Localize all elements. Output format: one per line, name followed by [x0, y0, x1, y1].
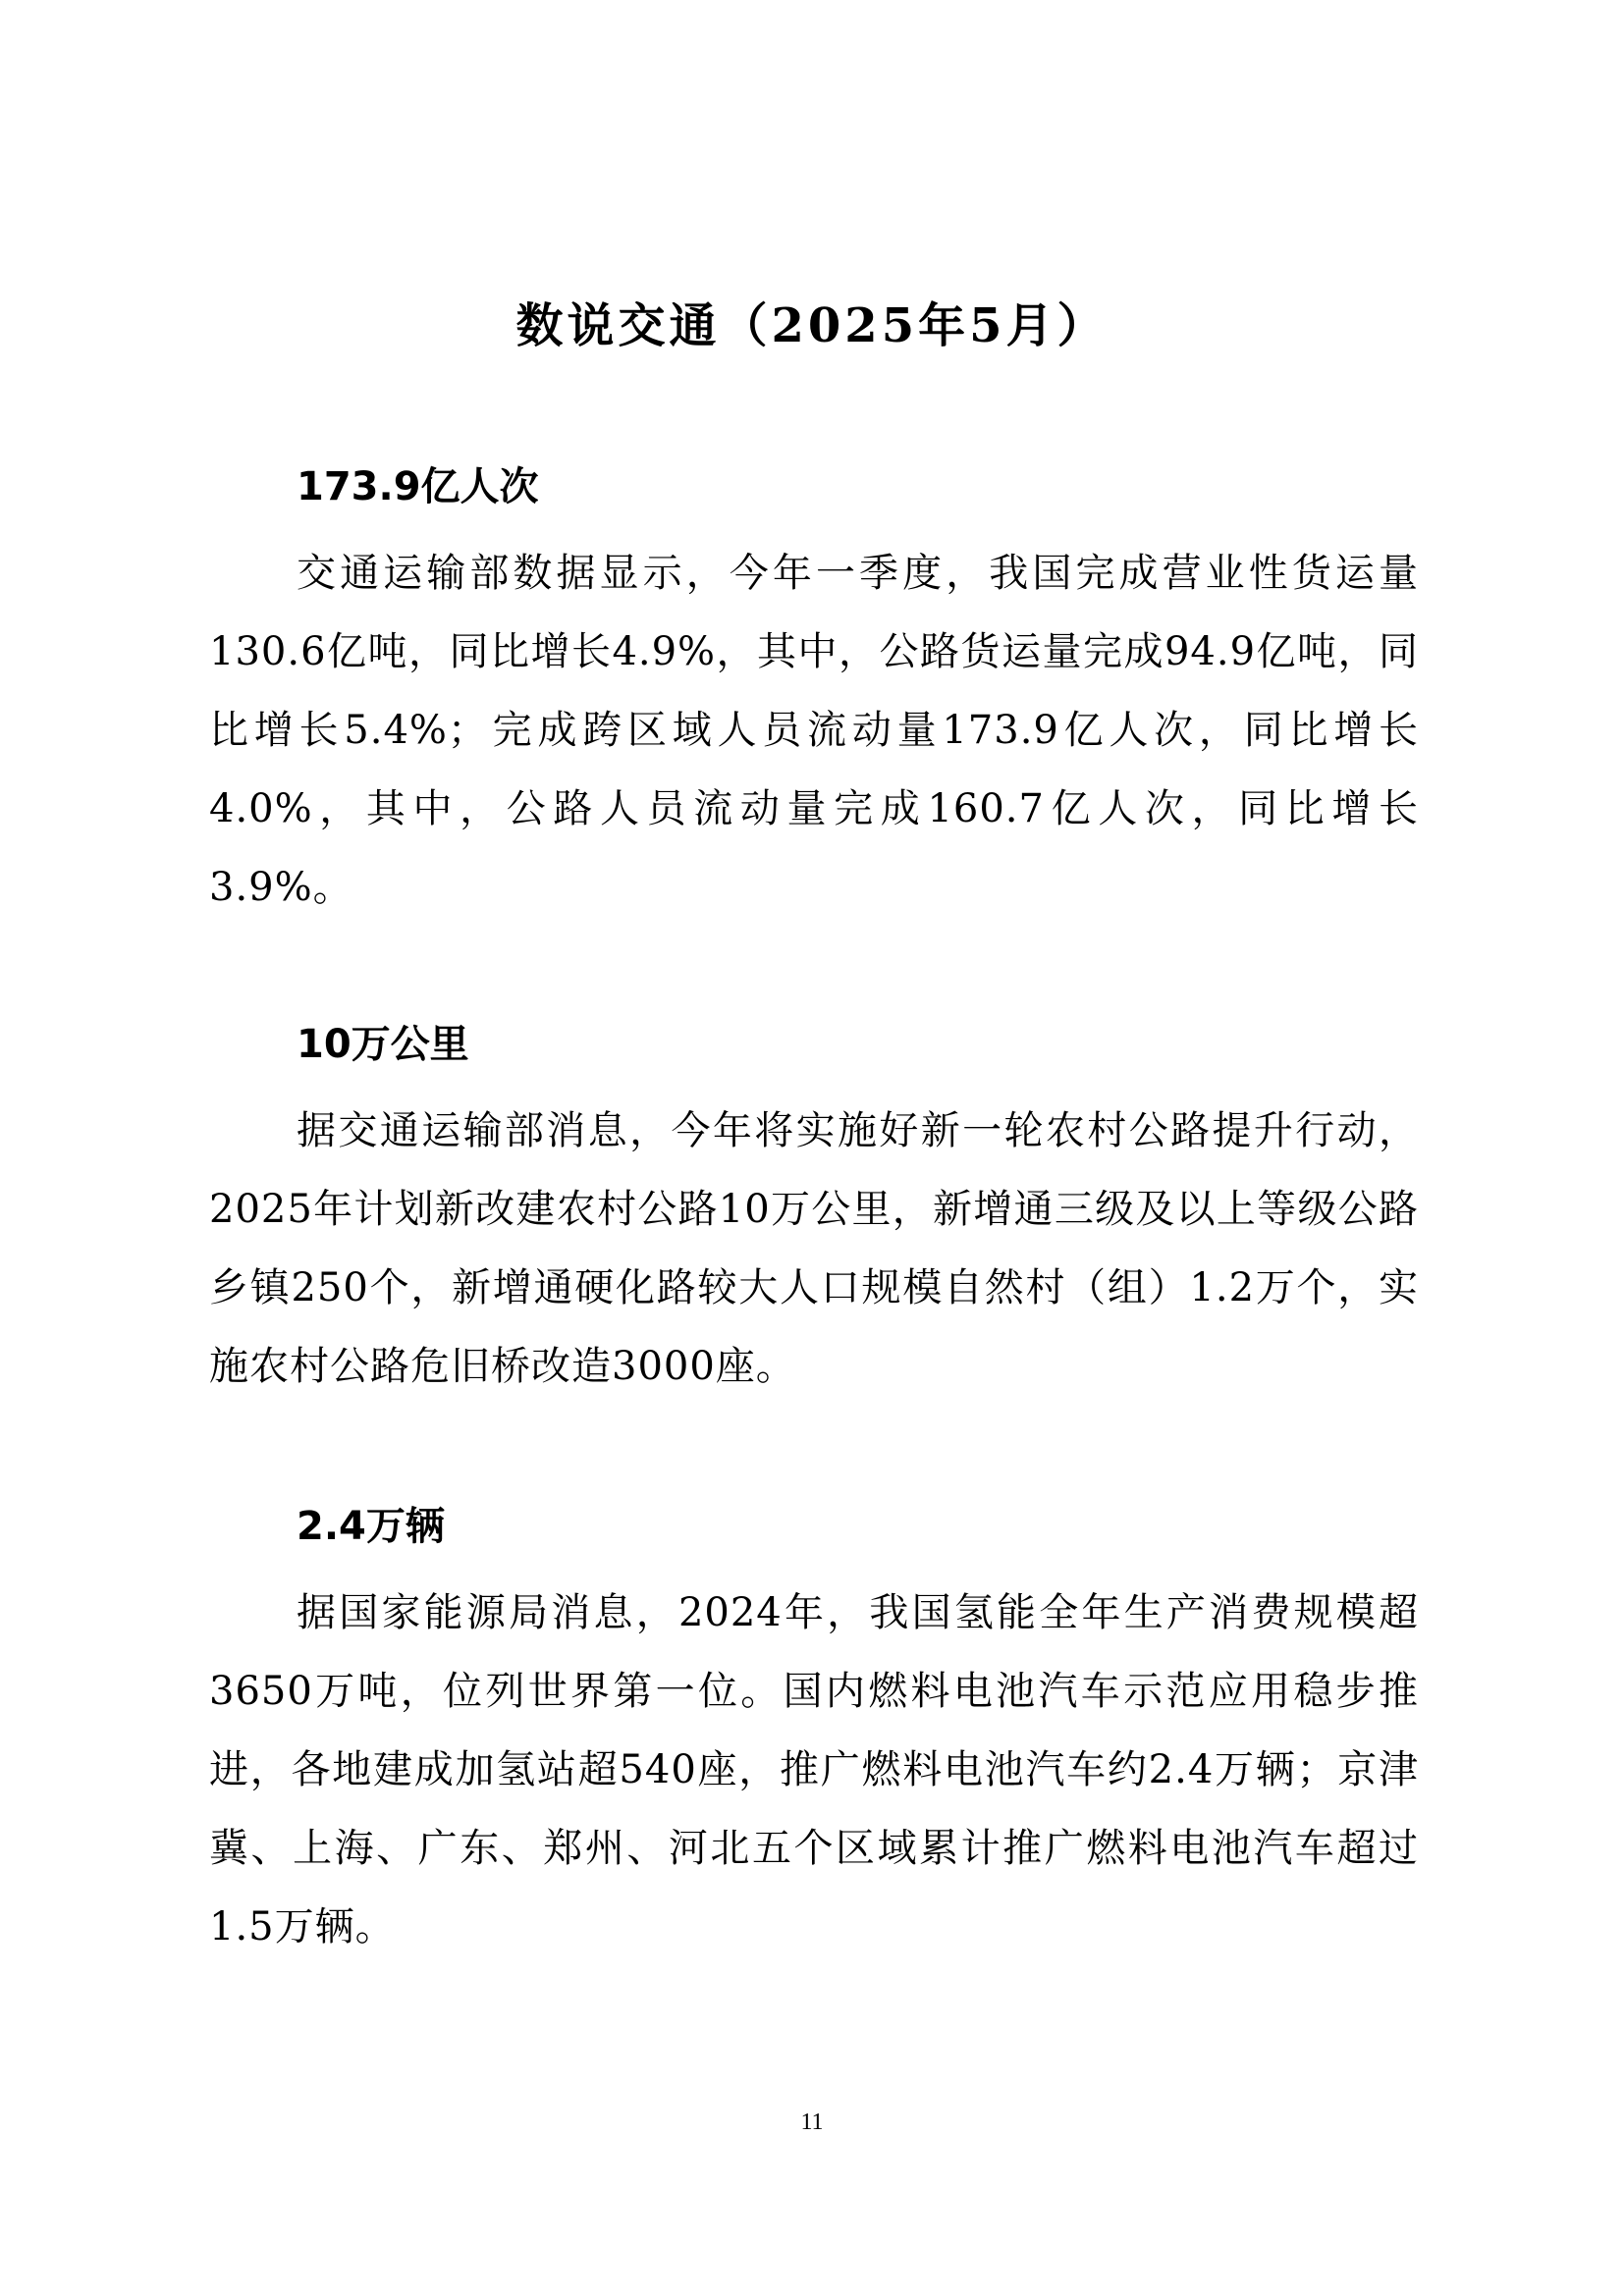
- section-heading: 173.9亿人次: [297, 464, 539, 509]
- section-paragraph: 交通运输部数据显示，今年一季度，我国完成营业性货运量130.6亿吨，同比增长4.9%，其中，公路货运量完成94.9亿吨，同比增长5.4%；完成跨区域人员流动量173.9亿人次，同比增长4.0%，其中，公路人员流动量完成160.7亿人次，同比增长3.9%。: [209, 551, 1419, 910]
- section-paragraph: 据交通运输部消息，今年将实施好新一轮农村公路提升行动，2025年计划新改建农村公路10万公里，新增通三级及以上等级公路乡镇250个，新增通硬化路较大人口规模自然村（组）1.2万个，实施农村公路危旧桥改造3000座。: [209, 1108, 1419, 1389]
- section-paragraph: 据国家能源局消息，2024年，我国氢能全年生产消费规模超3650万吨，位列世界第一位。国内燃料电池汽车示范应用稳步推进，各地建成加氢站超540座，推广燃料电池汽车约2.4万辆；京津冀、上海、广东、郑州、河北五个区域累计推广燃料电池汽车超过1.5万辆。: [209, 1590, 1419, 1949]
- page-number: 11: [800, 2109, 824, 2135]
- section-heading: 2.4万辆: [297, 1504, 445, 1549]
- page-title: 数说交通（2025年5月）: [515, 298, 1109, 354]
- section-heading: 10万公里: [297, 1022, 469, 1067]
